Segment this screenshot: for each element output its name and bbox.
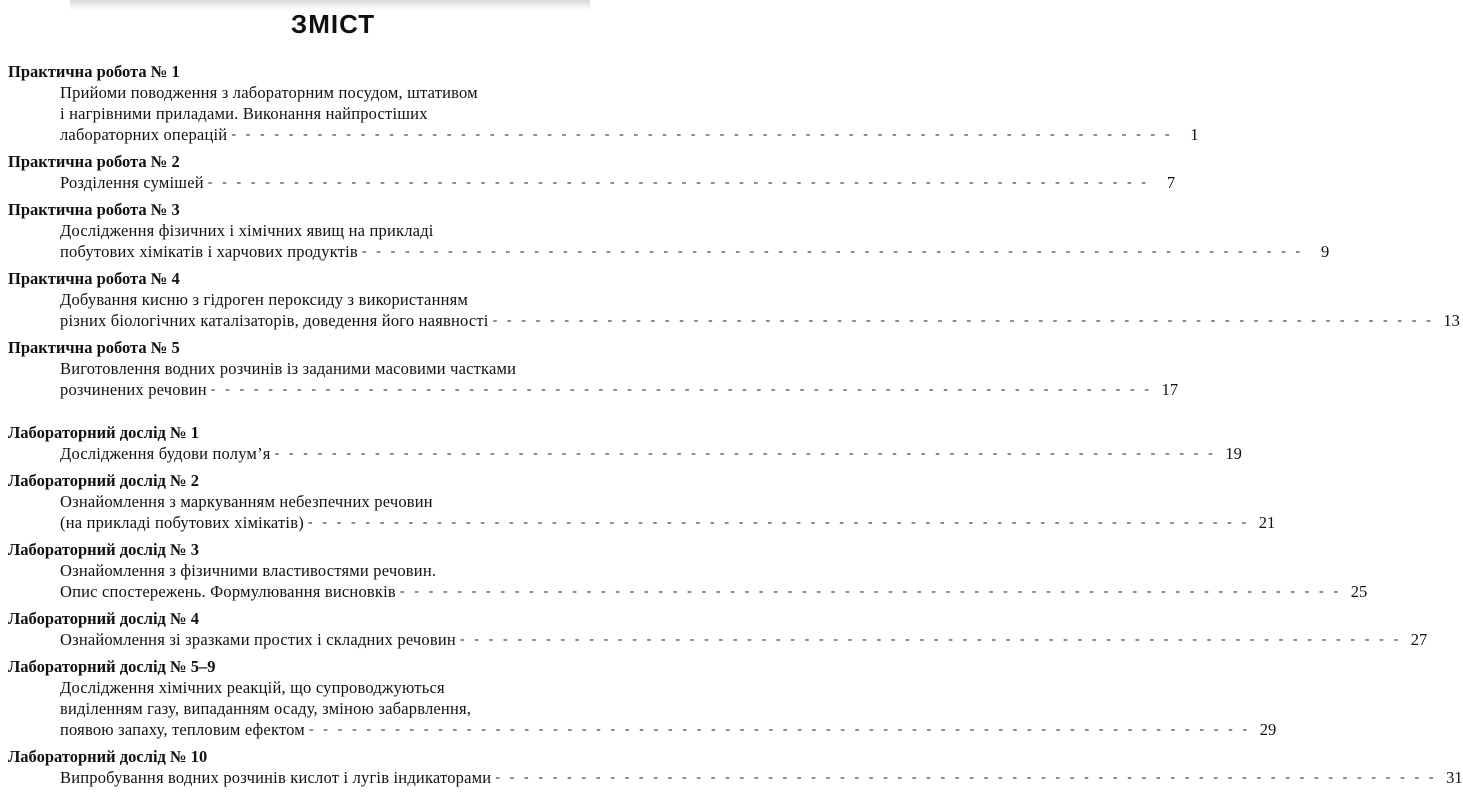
toc-entry-line: Розділення сумішей [60, 173, 204, 192]
toc-page-number: 13 [1443, 311, 1460, 330]
toc-entry-lastline [8, 581, 1368, 602]
table-of-contents [8, 61, 1463, 794]
dot-leader: - - - - - - - - - - - - - - - - - - - - - - - - - - - - - - - - - - - - - - - - - - - - - - - - - - - - - - - - - - - - - - - - - - [308, 722, 1251, 737]
toc-page-number: 9 [1320, 242, 1330, 261]
toc-entry[interactable] [8, 656, 1277, 740]
toc-entry[interactable] [8, 337, 1179, 400]
toc-entry-line: різних біологічних каталізаторів, доведення його наявності [60, 311, 489, 330]
toc-entry-heading: Лабораторний дослід № 1 [8, 423, 199, 442]
toc-entry-line: Виготовлення водних розчинів із заданими масовими частками [60, 359, 517, 378]
toc-entry-heading: Практична робота № 4 [8, 269, 180, 288]
toc-entry-line: Випробування водних розчинів кислот і лугів індикаторами [60, 768, 492, 787]
toc-entry[interactable] [8, 151, 1176, 193]
toc-entry-heading: Лабораторний дослід № 3 [8, 540, 199, 559]
dot-leader: - - - - - - - - - - - - - - - - - - - - - - - - - - - - - - - - - - - - - - - - - - - - - - - - - - - - - - - - - - - - - - - - - - [207, 175, 1150, 190]
toc-entry-line: лабораторних операцій [60, 125, 228, 144]
toc-entry-line: появою запаху, тепловим ефектом [60, 720, 305, 739]
toc-page-number: 1 [1190, 125, 1199, 144]
toc-entry[interactable] [8, 199, 1330, 262]
toc-entry-lastline [8, 310, 1460, 331]
toc-entry-heading: Лабораторний дослід № 5–9 [8, 657, 216, 676]
toc-entry-lastline [8, 172, 1176, 193]
toc-entry-heading: Лабораторний дослід № 4 [8, 609, 199, 628]
toc-page-number: 17 [1161, 380, 1179, 399]
toc-entry[interactable] [8, 268, 1460, 331]
dot-leader: - - - - - - - - - - - - - - - - - - - - - - - - - - - - - - - - - - - - - - - - - - - - - - - - - - - - - - - - - - - - - - - - - - [399, 584, 1342, 599]
dot-leader: - - - - - - - - - - - - - - - - - - - - - - - - - - - - - - - - - - - - - - - - - - - - - - - - - - - - - - - - - - - - - - - - - - [492, 313, 1434, 328]
toc-entry[interactable] [8, 422, 1242, 464]
dot-leader: - - - - - - - - - - - - - - - - - - - - - - - - - - - - - - - - - - - - - - - - - - - - - - - - - - - - - - - - - - - - - - - - - - [495, 770, 1437, 785]
toc-entry-heading: Практична робота № 2 [8, 152, 180, 171]
toc-entry-line: і нагрівними приладами. Виконання найпростіших [60, 104, 428, 123]
toc-entry-line: Дослідження будови полум’я [60, 444, 271, 463]
page-title: ЗМІСТ [290, 9, 376, 39]
toc-page-number: 7 [1166, 173, 1176, 192]
toc-page-number: 19 [1225, 444, 1242, 463]
toc-entry-heading: Практична робота № 5 [8, 338, 180, 357]
toc-page-number: 29 [1259, 720, 1277, 739]
toc-entry-lastline [8, 629, 1428, 650]
toc-entry-lastline [8, 767, 1463, 788]
toc-entry-lastline [8, 124, 1199, 145]
dot-leader: - - - - - - - - - - - - - - - - - - - - - - - - - - - - - - - - - - - - - - - - - - - - - - - - - - - - - - - - - - - - - - - - - - [459, 632, 1402, 647]
toc-entry[interactable] [8, 61, 1199, 145]
toc-entry-heading: Лабораторний дослід № 2 [8, 471, 199, 490]
toc-entry-line: Ознайомлення з фізичними властивостями речовин. [60, 561, 437, 580]
dot-leader: - - - - - - - - - - - - - - - - - - - - - - - - - - - - - - - - - - - - - - - - - - - - - - - - - - - - - - - - - - - - - - - - - - [361, 244, 1304, 259]
toc-page-number: 25 [1350, 582, 1368, 601]
toc-entry-lastline [8, 719, 1277, 740]
toc-entry[interactable] [8, 539, 1368, 602]
toc-entry-line: розчинених речовин [60, 380, 207, 399]
toc-entry-line: Опис спостережень. Формулювання висновків [60, 582, 396, 601]
toc-entry-line: виділенням газу, випаданням осаду, зміною забарвлення, [60, 699, 472, 718]
dot-leader: - - - - - - - - - - - - - - - - - - - - - - - - - - - - - - - - - - - - - - - - - - - - - - - - - - - - - - - - - - - - - - - - - - [231, 127, 1173, 142]
toc-page-number: 27 [1410, 630, 1428, 649]
toc-entry-lastline [8, 443, 1242, 464]
toc-entry-lastline [8, 512, 1276, 533]
toc-entry-lastline [8, 241, 1330, 262]
toc-entry-line: побутових хімікатів і харчових продуктів [60, 242, 358, 261]
toc-entry[interactable] [8, 746, 1463, 788]
toc-entry[interactable] [8, 608, 1428, 650]
toc-page-number: 21 [1258, 513, 1276, 532]
dot-leader: - - - - - - - - - - - - - - - - - - - - - - - - - - - - - - - - - - - - - - - - - - - - - - - - - - - - - - - - - - - - - - - - - - [307, 515, 1250, 530]
toc-entry-line: Прийоми поводження з лабораторним посудом, штативом [60, 83, 478, 102]
toc-entry-line: (на прикладі побутових хімікатів) [60, 513, 304, 532]
toc-entry-line: Ознайомлення з маркуванням небезпечних речовин [60, 492, 433, 511]
toc-page-number: 31 [1446, 768, 1463, 787]
toc-entry-heading: Лабораторний дослід № 10 [8, 747, 208, 766]
toc-entry-line: Дослідження хімічних реакцій, що супроводжуються [60, 678, 445, 697]
toc-entry-line: Дослідження фізичних і хімічних явищ на прикладі [60, 221, 434, 240]
toc-entry-heading: Практична робота № 1 [8, 62, 180, 81]
toc-entry-line: Добування кисню з гідроген пероксиду з використанням [60, 290, 469, 309]
toc-entry-heading: Практична робота № 3 [8, 200, 180, 219]
dot-leader: - - - - - - - - - - - - - - - - - - - - - - - - - - - - - - - - - - - - - - - - - - - - - - - - - - - - - - - - - - - - - - - - - - [274, 446, 1216, 461]
toc-entry-line: Ознайомлення зі зразками простих і складних речовин [60, 630, 456, 649]
dot-leader: - - - - - - - - - - - - - - - - - - - - - - - - - - - - - - - - - - - - - - - - - - - - - - - - - - - - - - - - - - - - - - - - - - [210, 382, 1153, 397]
toc-entry-lastline [8, 379, 1179, 400]
toc-entry[interactable] [8, 470, 1276, 533]
